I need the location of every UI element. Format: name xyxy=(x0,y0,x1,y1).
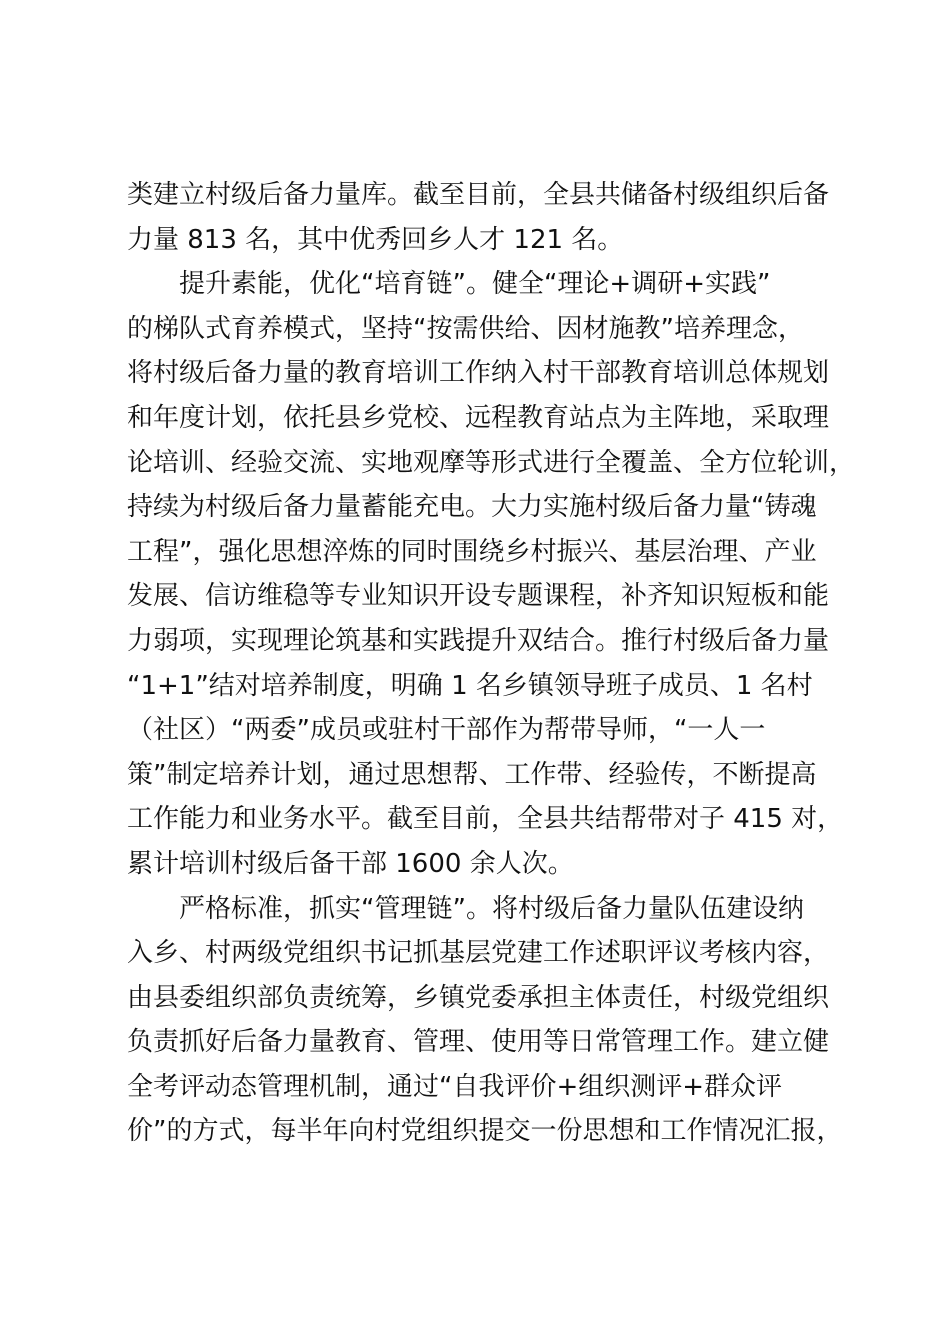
text-line: （社区）“两委”成员或驻村干部作为帮带导师，“一人一 xyxy=(127,715,766,746)
text-line: 将村级后备力量的教育培训工作纳入村干部教育培训总体规划 xyxy=(127,358,830,389)
text-line: 提升素能，优化“培育链”。健全“理论+调研+实践” xyxy=(179,269,771,300)
text-line: 力量 813 名，其中优秀回乡人才 121 名。 xyxy=(127,224,624,255)
text-line: 由县委组织部负责统筹，乡镇党委承担主体责任，村级党组织 xyxy=(127,982,830,1013)
text-line: 工作能力和业务水平。截至目前，全县共结帮带对子 415 对， xyxy=(127,804,844,835)
text-line: 严格标准，抓实“管理链”。将村级后备力量队伍建设纳 xyxy=(179,893,804,924)
text-line: 论培训、经验交流、实地观摩等形式进行全覆盖、全方位轮训， xyxy=(127,447,856,478)
text-line: 类建立村级后备力量库。截至目前，全县共储备村级组织后备 xyxy=(127,180,830,210)
text-line: 负责抓好后备力量教育、管理、使用等日常管理工作。建立健 xyxy=(127,1027,830,1058)
text-line: 发展、信访维稳等专业知识开设专题课程，补齐知识短板和能 xyxy=(127,581,830,612)
text-line: 持续为村级后备力量蓄能充电。大力实施村级后备力量“铸魂 xyxy=(127,492,817,523)
text-line: 力弱项，实现理论筑基和实践提升双结合。推行村级后备力量 xyxy=(127,625,830,656)
text-line: 策”制定培养计划，通过思想帮、工作带、经验传，不断提高 xyxy=(127,759,817,790)
text-line: 和年度计划，依托县乡党校、远程教育站点为主阵地，采取理 xyxy=(127,402,830,433)
body-text xyxy=(127,173,856,1154)
text-line: 的梯队式育养模式，坚持“按需供给、因材施教”培养理念， xyxy=(127,313,804,344)
text-line: “1+1”结对培养制度，明确 1 名乡镇领导班子成员、1 名村 xyxy=(127,670,813,701)
text-line: 全考评动态管理机制，通过“自我评价+组织测评+群众评 xyxy=(127,1071,783,1102)
text-line: 价”的方式，每半年向村党组织提交一份思想和工作情况汇报， xyxy=(127,1116,843,1147)
text-line: 累计培训村级后备干部 1600 余人次。 xyxy=(127,848,574,879)
text-line: 工程”，强化思想淬炼的同时围绕乡村振兴、基层治理、产业 xyxy=(127,536,817,567)
text-line: 入乡、村两级党组织书记抓基层党建工作述职评议考核内容， xyxy=(127,938,830,969)
